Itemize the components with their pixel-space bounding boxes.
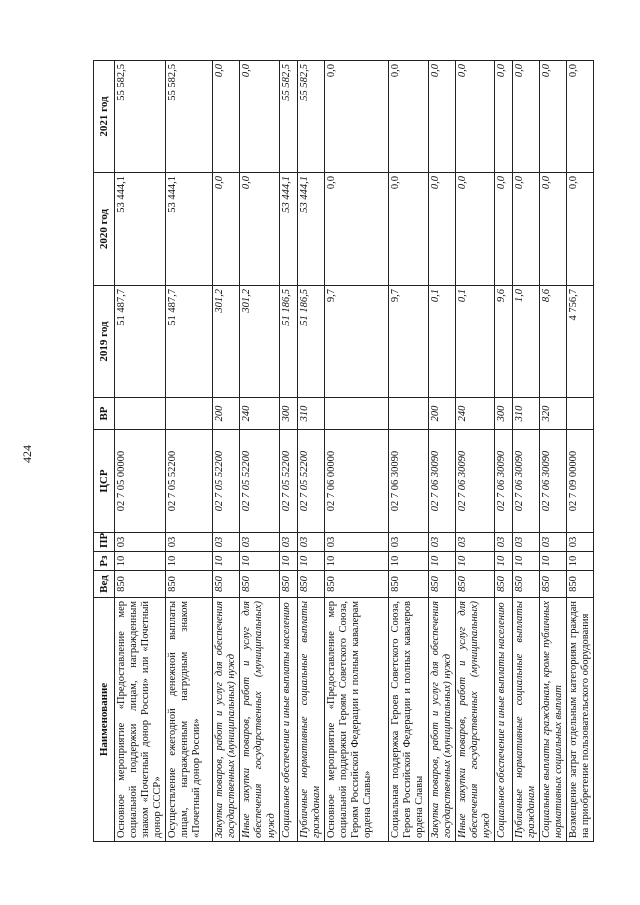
row-name: Закупка товаров, работ и услуг для обеспечения государственных (муниципальных) нужд xyxy=(213,598,240,842)
row-rz: 10 xyxy=(213,552,240,571)
row-name: Закупка товаров, работ и услуг для обеспечения государственных (муниципальных) нужд xyxy=(428,598,455,842)
row-2021: 55 582,5 xyxy=(166,61,213,173)
table-row xyxy=(279,61,297,842)
row-2020: 0,0 xyxy=(567,173,594,286)
row-vr: 300 xyxy=(495,398,513,430)
row-2019: 9,7 xyxy=(388,286,428,398)
row-name: Социальные выплаты гражданам, кроме публичных нормативных социальных выплат xyxy=(540,598,567,842)
table-header-row xyxy=(94,61,115,842)
row-vr: 200 xyxy=(213,398,240,430)
budget-table-frame xyxy=(93,61,592,842)
header-name: Наименование xyxy=(94,598,115,842)
row-2020: 0,0 xyxy=(324,173,388,286)
row-ved: 850 xyxy=(455,571,494,598)
row-csr: 02 7 05 00000 xyxy=(115,430,166,533)
row-2019: 8,6 xyxy=(540,286,567,398)
row-rz: 10 xyxy=(540,552,567,571)
budget-table xyxy=(93,60,594,842)
row-rz: 10 xyxy=(115,552,166,571)
row-pr: 03 xyxy=(513,533,540,552)
table-body xyxy=(115,61,594,842)
row-2020: 0,0 xyxy=(388,173,428,286)
row-csr: 02 7 05 52200 xyxy=(213,430,240,533)
header-csr: ЦСР xyxy=(94,430,115,533)
row-csr: 02 7 06 30090 xyxy=(495,430,513,533)
row-ved: 850 xyxy=(540,571,567,598)
row-2021: 0,0 xyxy=(513,61,540,173)
row-2020: 0,0 xyxy=(495,173,513,286)
table-row xyxy=(240,61,279,842)
row-rz: 10 xyxy=(166,552,213,571)
table-row xyxy=(297,61,324,842)
row-rz: 10 xyxy=(297,552,324,571)
page-number: 424 xyxy=(19,445,34,463)
row-name: Иные закупки товаров, работ и услуг для обеспечения государственных (муниципальных) нужд xyxy=(455,598,494,842)
row-name: Иные закупки товаров, работ и услуг для обеспечения государственных (муниципальных) нужд xyxy=(240,598,279,842)
row-2019: 301,2 xyxy=(240,286,279,398)
row-2019: 0,1 xyxy=(455,286,494,398)
table-row xyxy=(567,61,594,842)
row-2021: 0,0 xyxy=(213,61,240,173)
table-row xyxy=(213,61,240,842)
table-row xyxy=(495,61,513,842)
row-name: Социальная поддержка Героев Советского Союза, Героев Российской Федерации и полных кавалеров ордена Славы xyxy=(388,598,428,842)
header-2019: 2019 год xyxy=(94,286,115,398)
row-vr: 310 xyxy=(297,398,324,430)
row-pr: 03 xyxy=(567,533,594,552)
row-2020: 53 444,1 xyxy=(297,173,324,286)
table-row xyxy=(324,61,388,842)
row-2020: 0,0 xyxy=(240,173,279,286)
row-ved: 850 xyxy=(388,571,428,598)
row-pr: 03 xyxy=(324,533,388,552)
row-name: Основное мероприятие «Предоставление мер социальной поддержки Героям Советского Союза, Героям Российской Федерации и полным кавалерам ордена Славы» xyxy=(324,598,388,842)
table-row xyxy=(540,61,567,842)
row-pr: 03 xyxy=(428,533,455,552)
row-2021: 55 582,5 xyxy=(115,61,166,173)
row-rz: 10 xyxy=(495,552,513,571)
row-2021: 0,0 xyxy=(428,61,455,173)
row-csr: 02 7 06 30090 xyxy=(540,430,567,533)
row-name: Социальное обеспечение и иные выплаты населению xyxy=(495,598,513,842)
row-rz: 10 xyxy=(513,552,540,571)
row-rz: 10 xyxy=(388,552,428,571)
row-2021: 0,0 xyxy=(567,61,594,173)
row-2021: 55 582,5 xyxy=(297,61,324,173)
row-2021: 0,0 xyxy=(455,61,494,173)
row-name: Возмещение затрат отдельным категориям граждан на приобретение пользовательского оборудования xyxy=(567,598,594,842)
row-ved: 850 xyxy=(115,571,166,598)
row-rz: 10 xyxy=(240,552,279,571)
row-csr: 02 7 06 30090 xyxy=(513,430,540,533)
row-pr: 03 xyxy=(455,533,494,552)
row-ved: 850 xyxy=(240,571,279,598)
header-pr: ПР xyxy=(94,533,115,552)
row-2019: 51 186,5 xyxy=(297,286,324,398)
row-ved: 850 xyxy=(297,571,324,598)
row-csr: 02 7 06 30090 xyxy=(455,430,494,533)
row-2020: 0,0 xyxy=(455,173,494,286)
row-pr: 03 xyxy=(297,533,324,552)
row-csr: 02 7 05 52200 xyxy=(297,430,324,533)
header-vr: ВР xyxy=(94,398,115,430)
row-2020: 0,0 xyxy=(513,173,540,286)
row-2019: 9,7 xyxy=(324,286,388,398)
table-row xyxy=(388,61,428,842)
row-2021: 0,0 xyxy=(495,61,513,173)
row-ved: 850 xyxy=(567,571,594,598)
row-2021: 55 582,5 xyxy=(279,61,297,173)
row-vr xyxy=(388,398,428,430)
row-csr: 02 7 06 00000 xyxy=(324,430,388,533)
table-row xyxy=(115,61,166,842)
row-csr: 02 7 06 30090 xyxy=(388,430,428,533)
row-2020: 53 444,1 xyxy=(115,173,166,286)
row-2021: 0,0 xyxy=(388,61,428,173)
row-vr xyxy=(115,398,166,430)
row-2020: 0,0 xyxy=(213,173,240,286)
row-2021: 0,0 xyxy=(540,61,567,173)
header-rz: Рз xyxy=(94,552,115,571)
row-csr: 02 7 05 52200 xyxy=(240,430,279,533)
row-vr: 320 xyxy=(540,398,567,430)
row-csr: 02 7 09 00000 xyxy=(567,430,594,533)
row-2019: 51 487,7 xyxy=(166,286,213,398)
header-2020: 2020 год xyxy=(94,173,115,286)
row-2021: 0,0 xyxy=(324,61,388,173)
row-2020: 0,0 xyxy=(428,173,455,286)
row-name: Основное мероприятие «Предоставление мер социальной поддержки лицам, награжденным знаком «Почетный донор России» или «Почетный донор СССР» xyxy=(115,598,166,842)
row-name: Осуществление ежегодной денежной выплаты лицам, награжденным нагрудным знаком «Почетный донор России» xyxy=(166,598,213,842)
rotated-table-container xyxy=(93,61,592,842)
row-2020: 53 444,1 xyxy=(279,173,297,286)
row-vr xyxy=(324,398,388,430)
row-vr: 200 xyxy=(428,398,455,430)
row-pr: 03 xyxy=(240,533,279,552)
row-ved: 850 xyxy=(166,571,213,598)
row-2019: 9,6 xyxy=(495,286,513,398)
row-rz: 10 xyxy=(279,552,297,571)
row-pr: 03 xyxy=(495,533,513,552)
row-pr: 03 xyxy=(115,533,166,552)
row-rz: 10 xyxy=(324,552,388,571)
row-vr: 310 xyxy=(513,398,540,430)
row-name: Публичные нормативные социальные выплаты гражданам xyxy=(513,598,540,842)
row-pr: 03 xyxy=(279,533,297,552)
header-ved: Вед xyxy=(94,571,115,598)
row-csr: 02 7 05 52200 xyxy=(279,430,297,533)
row-ved: 850 xyxy=(213,571,240,598)
row-vr: 240 xyxy=(455,398,494,430)
row-pr: 03 xyxy=(166,533,213,552)
row-2019: 301,2 xyxy=(213,286,240,398)
row-pr: 03 xyxy=(213,533,240,552)
row-csr: 02 7 05 52200 xyxy=(166,430,213,533)
row-ved: 850 xyxy=(324,571,388,598)
table-row xyxy=(166,61,213,842)
table-row xyxy=(513,61,540,842)
row-name: Публичные нормативные социальные выплаты гражданам xyxy=(297,598,324,842)
row-vr xyxy=(567,398,594,430)
row-2019: 1,0 xyxy=(513,286,540,398)
row-ved: 850 xyxy=(513,571,540,598)
row-ved: 850 xyxy=(495,571,513,598)
header-2021: 2021 год xyxy=(94,61,115,173)
row-pr: 03 xyxy=(540,533,567,552)
row-vr: 300 xyxy=(279,398,297,430)
row-pr: 03 xyxy=(388,533,428,552)
row-ved: 850 xyxy=(428,571,455,598)
row-vr xyxy=(166,398,213,430)
table-row xyxy=(455,61,494,842)
row-2020: 53 444,1 xyxy=(166,173,213,286)
row-2019: 4 756,7 xyxy=(567,286,594,398)
row-2020: 0,0 xyxy=(540,173,567,286)
row-2019: 0,1 xyxy=(428,286,455,398)
row-2019: 51 487,7 xyxy=(115,286,166,398)
table-row xyxy=(428,61,455,842)
row-ved: 850 xyxy=(279,571,297,598)
row-rz: 10 xyxy=(455,552,494,571)
row-name: Социальное обеспечение и иные выплаты населению xyxy=(279,598,297,842)
row-2021: 0,0 xyxy=(240,61,279,173)
row-csr: 02 7 06 30090 xyxy=(428,430,455,533)
row-rz: 10 xyxy=(428,552,455,571)
row-vr: 240 xyxy=(240,398,279,430)
row-rz: 10 xyxy=(567,552,594,571)
row-2019: 51 186,5 xyxy=(279,286,297,398)
